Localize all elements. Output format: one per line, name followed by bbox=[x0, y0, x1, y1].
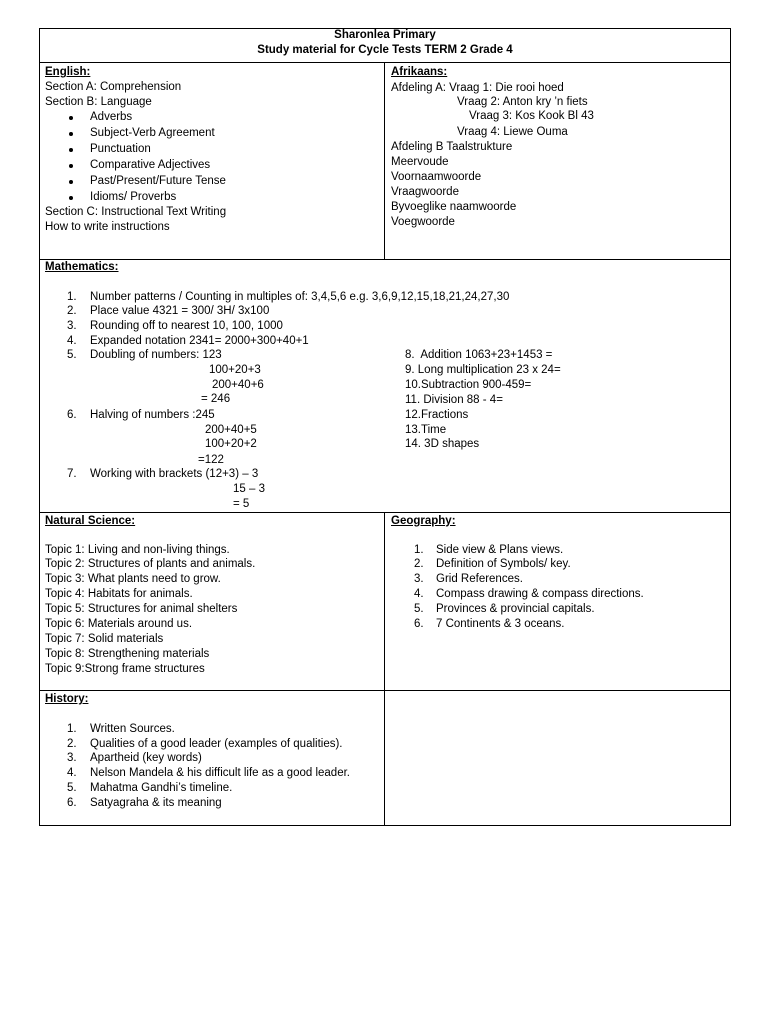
list-number: 6. bbox=[414, 618, 424, 630]
history-item: Qualities of a good leader (examples of qualities). bbox=[90, 738, 343, 750]
math-item-right: 11. Division 88 - 4= bbox=[405, 394, 503, 406]
math-item: Place value 4321 = 300/ 3H/ 3x100 bbox=[90, 305, 270, 317]
english-bullet-item: Past/Present/Future Tense bbox=[90, 175, 226, 187]
list-number: 2. bbox=[67, 738, 77, 750]
math-item: Halving of numbers :245 bbox=[90, 409, 215, 421]
list-number: 1. bbox=[414, 544, 424, 556]
afrikaans-line: Voornaamwoorde bbox=[391, 171, 482, 183]
afrikaans-line: Afdeling B Taalstrukture bbox=[391, 141, 513, 153]
science-topic: Topic 9:Strong frame structures bbox=[45, 663, 205, 675]
afrikaans-line: Afdeling A: Vraag 1: Die rooi hoed bbox=[391, 82, 564, 94]
science-topic: Topic 3: What plants need to grow. bbox=[45, 573, 221, 585]
row-divider bbox=[39, 62, 731, 63]
afrikaans-line: Vraagwoorde bbox=[391, 186, 459, 198]
english-instructions: How to write instructions bbox=[45, 221, 170, 233]
history-item: Satyagraha & its meaning bbox=[90, 797, 222, 809]
english-section-a: Section A: Comprehension bbox=[45, 81, 182, 93]
english-bullet-item: Adverbs bbox=[90, 111, 133, 123]
math-item-right: 12.Fractions bbox=[405, 409, 469, 421]
geography-item: Grid References. bbox=[436, 573, 523, 585]
science-topic: Topic 4: Habitats for animals. bbox=[45, 588, 193, 600]
bullet-icon bbox=[69, 116, 73, 120]
list-number: 3. bbox=[67, 320, 77, 332]
list-number: 3. bbox=[414, 573, 424, 585]
row-divider bbox=[39, 259, 731, 260]
english-bullet-item: Subject-Verb Agreement bbox=[90, 127, 215, 139]
math-item: Rounding off to nearest 10, 100, 1000 bbox=[90, 320, 283, 332]
science-topic: Topic 7: Solid materials bbox=[45, 633, 164, 645]
afrikaans-line: Vraag 3: Kos Kook Bl 43 bbox=[469, 110, 594, 122]
mathematics-heading: Mathematics: bbox=[45, 261, 119, 273]
afrikaans-line: Vraag 2: Anton kry ’n fiets bbox=[457, 96, 588, 108]
math-item: Number patterns / Counting in multiples of: 3,4,5,6 e.g. 3,6,9,12,15,18,21,24,27,30 bbox=[90, 291, 510, 303]
afrikaans-line: Voegwoorde bbox=[391, 216, 455, 228]
bullet-icon bbox=[69, 132, 73, 136]
list-number: 2. bbox=[67, 305, 77, 317]
table-border-left bbox=[39, 28, 40, 826]
afrikaans-heading: Afrikaans: bbox=[391, 66, 448, 78]
document-title: Study material for Cycle Tests TERM 2 Grade 4 bbox=[257, 44, 513, 56]
afrikaans-line: Vraag 4: Liewe Ouma bbox=[457, 126, 568, 138]
math-working-step: 100+20+2 bbox=[205, 438, 257, 450]
list-number: 6. bbox=[67, 409, 77, 421]
row-divider bbox=[39, 512, 731, 513]
list-number: 4. bbox=[414, 588, 424, 600]
english-bullet-item: Idioms/ Proverbs bbox=[90, 191, 177, 203]
geography-item: 7 Continents & 3 oceans. bbox=[436, 618, 565, 630]
english-heading: English: bbox=[45, 66, 91, 78]
english-section-c: Section C: Instructional Text Writing bbox=[45, 206, 227, 218]
math-item: Doubling of numbers: 123 bbox=[90, 349, 222, 361]
science-topic: Topic 6: Materials around us. bbox=[45, 618, 193, 630]
geography-item: Definition of Symbols/ key. bbox=[436, 558, 571, 570]
english-bullet-item: Punctuation bbox=[90, 143, 151, 155]
list-number: 1. bbox=[67, 291, 77, 303]
math-item-right: 9. Long multiplication 23 x 24= bbox=[405, 364, 561, 376]
math-working-step: 100+20+3 bbox=[209, 364, 261, 376]
math-working-step: =122 bbox=[198, 454, 224, 466]
school-name: Sharonlea Primary bbox=[334, 29, 436, 41]
geography-item: Side view & Plans views. bbox=[436, 544, 564, 556]
list-number: 7. bbox=[67, 468, 77, 480]
math-working-step: 200+40+5 bbox=[205, 424, 257, 436]
list-number: 5. bbox=[414, 603, 424, 615]
science-topic: Topic 8: Strengthening materials bbox=[45, 648, 210, 660]
list-number: 2. bbox=[414, 558, 424, 570]
list-number: 4. bbox=[67, 335, 77, 347]
math-item-right: 10.Subtraction 900-459= bbox=[405, 379, 532, 391]
math-working-step: = 246 bbox=[201, 393, 231, 405]
afrikaans-line: Byvoeglike naamwoorde bbox=[391, 201, 517, 213]
natural-science-heading: Natural Science: bbox=[45, 515, 136, 527]
column-divider bbox=[384, 512, 385, 825]
history-item: Nelson Mandela & his difficult life as a good leader. bbox=[90, 767, 350, 779]
math-item-right: 13.Time bbox=[405, 424, 447, 436]
history-item: Mahatma Gandhi’s timeline. bbox=[90, 782, 233, 794]
english-bullet-item: Comparative Adjectives bbox=[90, 159, 211, 171]
math-item: Working with brackets (12+3) – 3 bbox=[90, 468, 259, 480]
list-number: 4. bbox=[67, 767, 77, 779]
geography-heading: Geography: bbox=[391, 515, 456, 527]
row-divider bbox=[39, 690, 731, 691]
afrikaans-line: Meervoude bbox=[391, 156, 449, 168]
column-divider bbox=[384, 62, 385, 259]
math-working-step: 200+40+6 bbox=[212, 379, 264, 391]
geography-item: Compass drawing & compass directions. bbox=[436, 588, 644, 600]
math-item-right: 8. Addition 1063+23+1453 = bbox=[405, 349, 553, 361]
science-topic: Topic 2: Structures of plants and animals. bbox=[45, 558, 256, 570]
math-working-step: = 5 bbox=[233, 498, 250, 510]
science-topic: Topic 1: Living and non-living things. bbox=[45, 544, 230, 556]
math-item: Expanded notation 2341= 2000+300+40+1 bbox=[90, 335, 309, 347]
math-working-step: 15 – 3 bbox=[233, 483, 265, 495]
history-heading: History: bbox=[45, 693, 89, 705]
list-number: 3. bbox=[67, 752, 77, 764]
table-border-bottom bbox=[39, 825, 731, 826]
list-number: 5. bbox=[67, 782, 77, 794]
math-item-right: 14. 3D shapes bbox=[405, 438, 480, 450]
table-border-right bbox=[730, 28, 731, 826]
bullet-icon bbox=[69, 180, 73, 184]
science-topic: Topic 5: Structures for animal shelters bbox=[45, 603, 238, 615]
bullet-icon bbox=[69, 196, 73, 200]
bullet-icon bbox=[69, 164, 73, 168]
list-number: 1. bbox=[67, 723, 77, 735]
list-number: 5. bbox=[67, 349, 77, 361]
history-item: Written Sources. bbox=[90, 723, 175, 735]
english-section-b: Section B: Language bbox=[45, 96, 152, 108]
geography-item: Provinces & provincial capitals. bbox=[436, 603, 595, 615]
bullet-icon bbox=[69, 148, 73, 152]
history-item: Apartheid (key words) bbox=[90, 752, 202, 764]
list-number: 6. bbox=[67, 797, 77, 809]
